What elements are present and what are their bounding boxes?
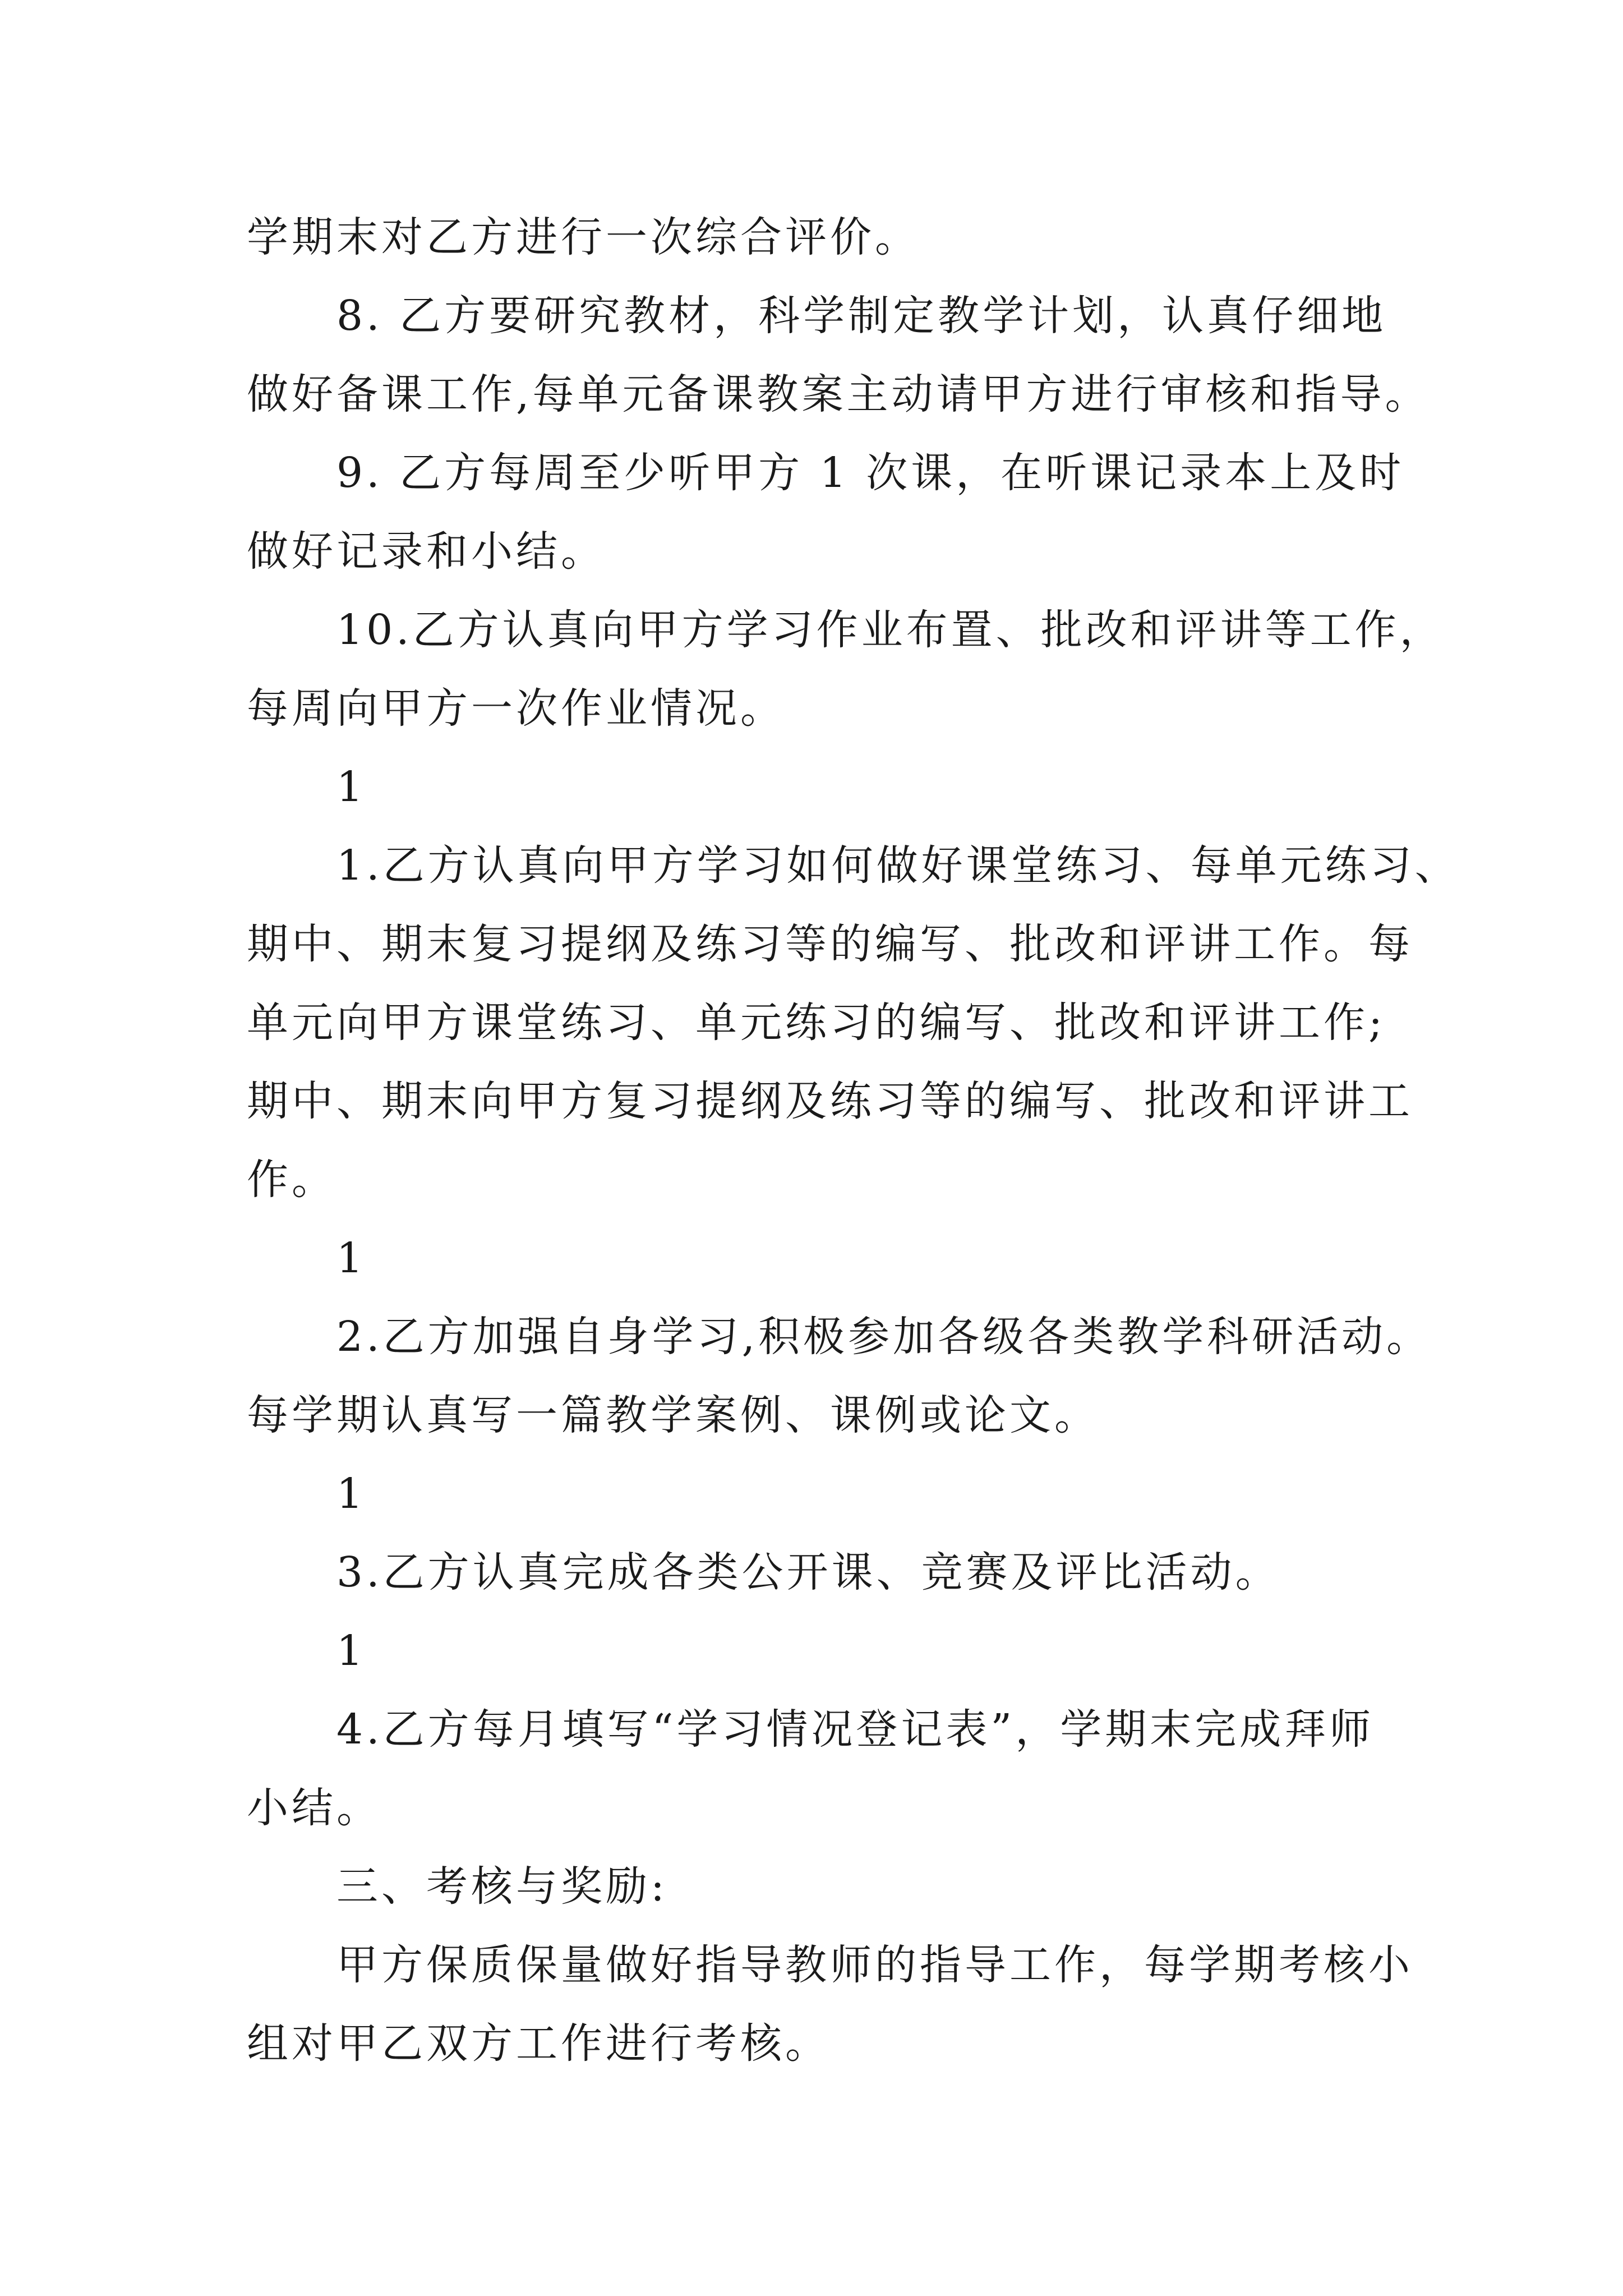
text-line-9: 1.乙方认真向甲方学习如何做好课堂练习、每单元练习、 xyxy=(336,841,1460,890)
text-line-8: 1 xyxy=(336,763,367,811)
text-line-4: 9. 乙方每周至少听甲方 1 次课，在听课记录本上及时 xyxy=(336,449,1405,497)
text-line-2: 8. 乙方要研究教材，科学制定教学计划，认真仔细地 xyxy=(336,292,1387,340)
text-line-11: 单元向甲方课堂练习、单元练习的编写、批改和评讲工作; xyxy=(247,999,1386,1047)
text-line-16: 每学期认真写一篇教学案例、课例或论文。 xyxy=(247,1391,1099,1439)
text-line-10: 期中、期末复习提纲及练习等的编写、批改和评讲工作。每 xyxy=(247,920,1413,968)
text-line-7: 每周向甲方一次作业情况。 xyxy=(247,684,785,733)
text-line-3: 做好备课工作,每单元备课教案主动请甲方进行审核和指导。 xyxy=(247,370,1430,418)
text-line-24: 组对甲乙双方工作进行考核。 xyxy=(247,2019,830,2068)
text-line-14: 1 xyxy=(336,1234,367,1282)
text-line-5: 做好记录和小结。 xyxy=(247,527,606,576)
text-line-17: 1 xyxy=(336,1470,367,1518)
section-heading: 三、考核与奖励: xyxy=(336,1862,668,1911)
text-line-12: 期中、期末向甲方复习提纲及练习等的编写、批改和评讲工 xyxy=(247,1077,1413,1125)
text-line-6: 10.乙方认真向甲方学习作业布置、批改和评讲等工作， xyxy=(336,606,1445,654)
text-line-21: 小结。 xyxy=(247,1784,381,1832)
text-line-18: 3.乙方认真完成各类公开课、竞赛及评比活动。 xyxy=(336,1548,1280,1596)
text-line-23: 甲方保质保量做好指导教师的指导工作，每学期考核小 xyxy=(336,1941,1413,1989)
text-line-1: 学期末对乙方进行一次综合评价。 xyxy=(247,213,920,261)
text-line-20: 4.乙方每月填写“学习情况登记表”，学期末完成拜师 xyxy=(336,1705,1375,1754)
text-line-15: 2.乙方加强自身学习,积极参加各级各类教学科研活动。 xyxy=(336,1313,1432,1361)
text-line-19: 1 xyxy=(336,1627,367,1675)
text-line-13: 作。 xyxy=(247,1156,336,1204)
